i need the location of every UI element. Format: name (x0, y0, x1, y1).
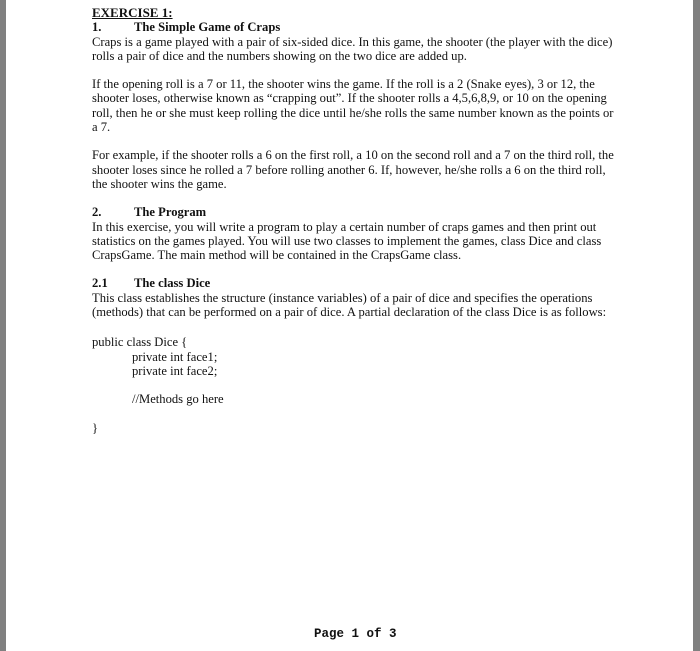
section-1-paragraph-2: If the opening roll is a 7 or 11, the shooter wins the game. If the roll is a 2 (Snake eyes), 3 or 12, the shooter loses, otherwise known as “crapping out”. If the shooter rolls a 4,5,6,8,9, or 10 on the opening roll, then he or she must keep rolling the dice until he/she rolls the same number known as the points or a 7. (92, 77, 614, 135)
section-1-paragraph-3: For example, if the shooter rolls a 6 on the first roll, a 10 on the second roll and a 7 on the third roll, the shooter loses since he rolled a 7 before rolling another 6. If, however, he/she rolls a 6 on the third roll, the shooter wins the game. (92, 148, 614, 191)
document-page (6, 0, 693, 651)
section-1-title: The Simple Game of Craps (134, 20, 281, 35)
code-line-2: private int face1; (132, 349, 218, 364)
section-1-number: 1. (92, 20, 102, 35)
section-1-heading (92, 20, 622, 34)
document-content (92, 6, 622, 435)
code-line-3: private int face2; (132, 363, 218, 378)
page-number-footer: Page 1 of 3 (314, 627, 397, 641)
section-2-1-paragraph: This class establishes the structure (instance variables) of a pair of dice and specifies the operations (methods) that can be performed on a pair of dice. A partial declaration of the class Dice is as follows: (92, 290, 607, 320)
section-2-title: The Program (134, 205, 207, 220)
section-1-paragraph-1: Craps is a game played with a pair of six-sided dice. In this game, the shooter (the player with the dice) rolls a pair of dice and the numbers showing on the two dice are added up. (92, 34, 613, 63)
section-2-paragraph: In this exercise, you will write a program to play a certain number of craps games and then print out statistics on the games played. You will use two classes to implement the games, class Dice and class CrapsGame. The main method will be contained in the CrapsGame class. (92, 219, 602, 263)
code-block (92, 335, 622, 434)
section-2-1-heading (92, 276, 622, 290)
exercise-title: EXERCISE 1: (92, 5, 173, 20)
code-line-1: public class Dice { (92, 335, 188, 350)
section-2-1-title: The class Dice (134, 276, 211, 291)
section-2-heading (92, 205, 622, 219)
section-2-1-number: 2.1 (92, 276, 108, 291)
code-line-4: //Methods go here (132, 392, 224, 407)
section-2-number: 2. (92, 205, 102, 220)
code-line-5: } (92, 420, 99, 435)
